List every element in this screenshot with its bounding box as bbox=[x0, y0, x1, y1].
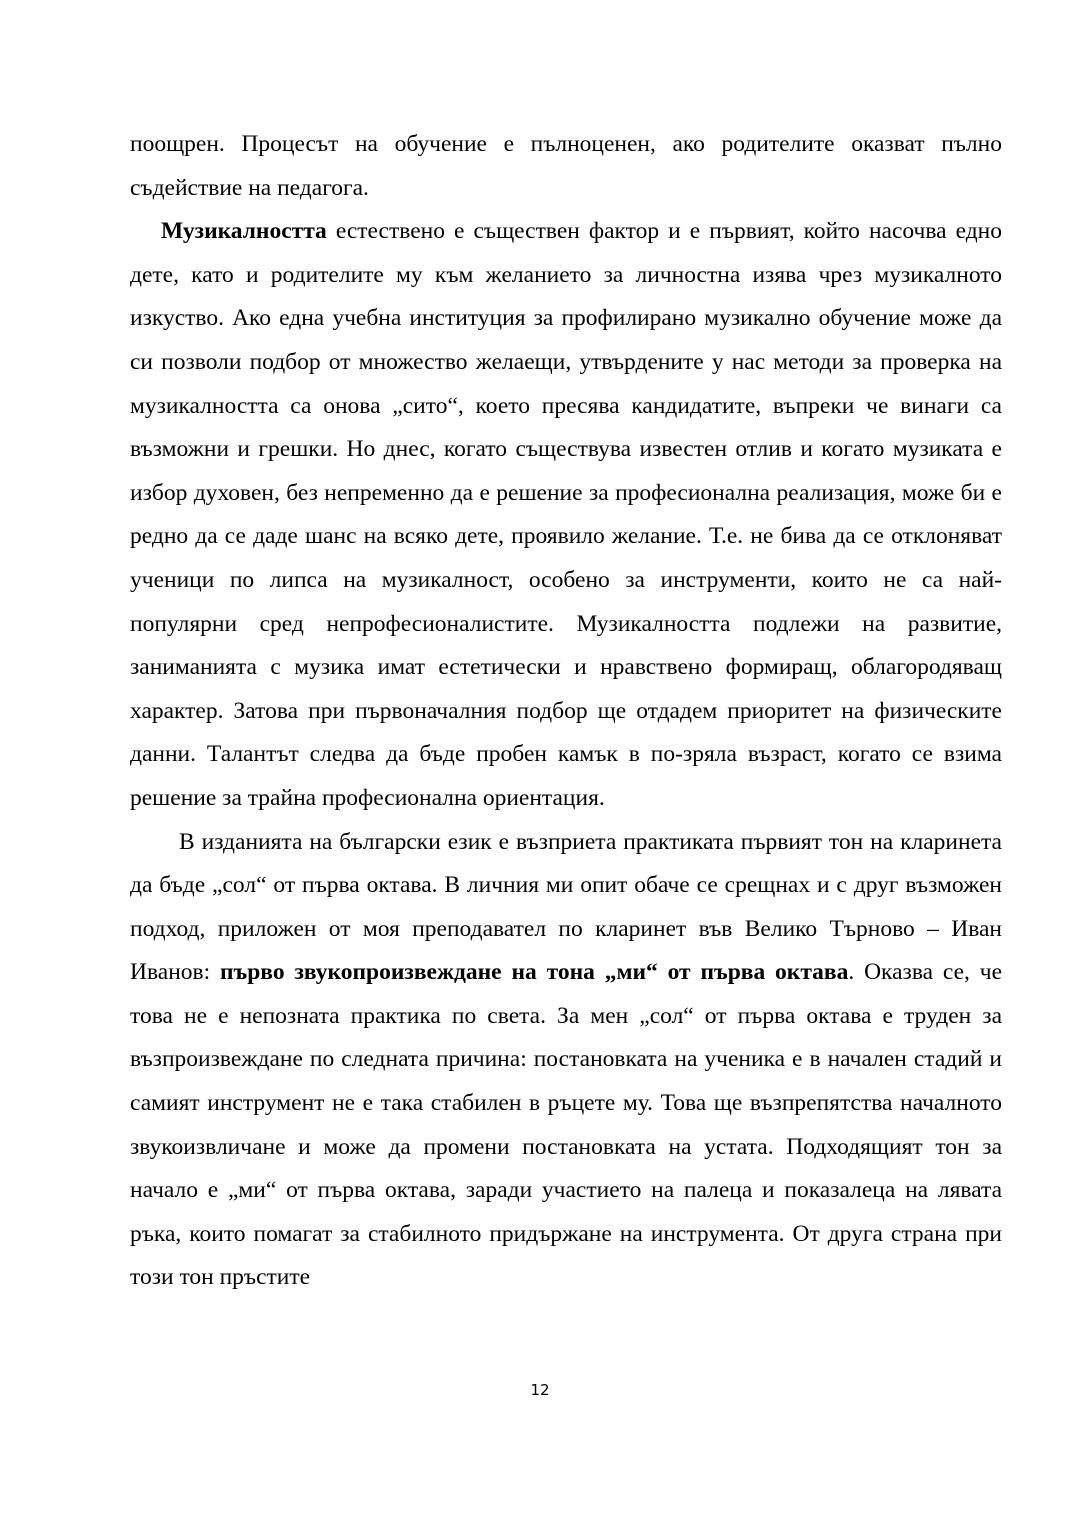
paragraph-first-tone-text-after: . Оказва се, че това не е непозната практика по света. За мен „сол“ от първа октава е труден за възпроизвеждане по следната причина: постановката на ученика е в начален стадий и самият инструмент не е така стабилен в ръцете му. Това ще възпрепятства началното звукоизвличане и може да промени постановката на устата. Подходящият тон за начало е „ми“ от първа октава, заради участието на палеца и показалеца на лявата ръка, които помагат за стабилното придържане на инструмента. От друга страна при този тон пръстите bbox=[130, 959, 1003, 1291]
paragraph-continuation: поощрен. Процесът на обучение е пълноценен, ако родителите оказват пълно съдействие на педагога. bbox=[130, 131, 1002, 201]
bold-phrase-first-tone: първо звукопроизвеждане на тона „ми“ от първа октава bbox=[220, 959, 849, 986]
paragraph-first-tone bbox=[130, 821, 1002, 1301]
body-text bbox=[130, 123, 1002, 1300]
page-number: 12 bbox=[530, 1381, 550, 1399]
paragraph-musicality-text: естествено е съществен фактор и е първият, който насочва едно дете, като и родителите му към желанието за личностна изява чрез музикалното изкуство. Ако една учебна институция за профилирано музикално обучение може да си позволи подбор от множество желаещи, утвърдените у нас методи за проверка на музикалността са онова „сито“, което пресява кандидатите, въпреки че винаги са възможни и грешки. Но днес, когато съществува известен отлив и когато музиката е избор духовен, без непременно да е решение за професионална реализация, може би е редно да се даде шанс на всяко дете, проявило желание. Т.е. не бива да се отклоняват ученици по липса на музикалност, особено за инструменти, които не са най-популярни сред непрофесионалистите. Музикалността подлежи на развитие, заниманията с музика имат естетически и нравствено формиращ, облагородяващ характер. Затова при първоначалния подбор ще отдадем приоритет на физическите данни. Талантът следва да бъде пробен камък в по-зряла възраст, когато се взима решение за трайна професионална ориентация. bbox=[130, 218, 1002, 811]
paragraph-musicality bbox=[130, 210, 1002, 820]
bold-term-musicality: Музикалността bbox=[161, 218, 327, 245]
paragraph-first-tone-text-before: В изданията на български език е възприета практиката първият тон на кларинета да бъде „сол“ от първа октава. В личния ми опит обаче се срещнах и с друг възможен подход, приложен от моя преподавател по кларинет във Велико Търново – Иван Иванов: bbox=[130, 828, 1002, 986]
